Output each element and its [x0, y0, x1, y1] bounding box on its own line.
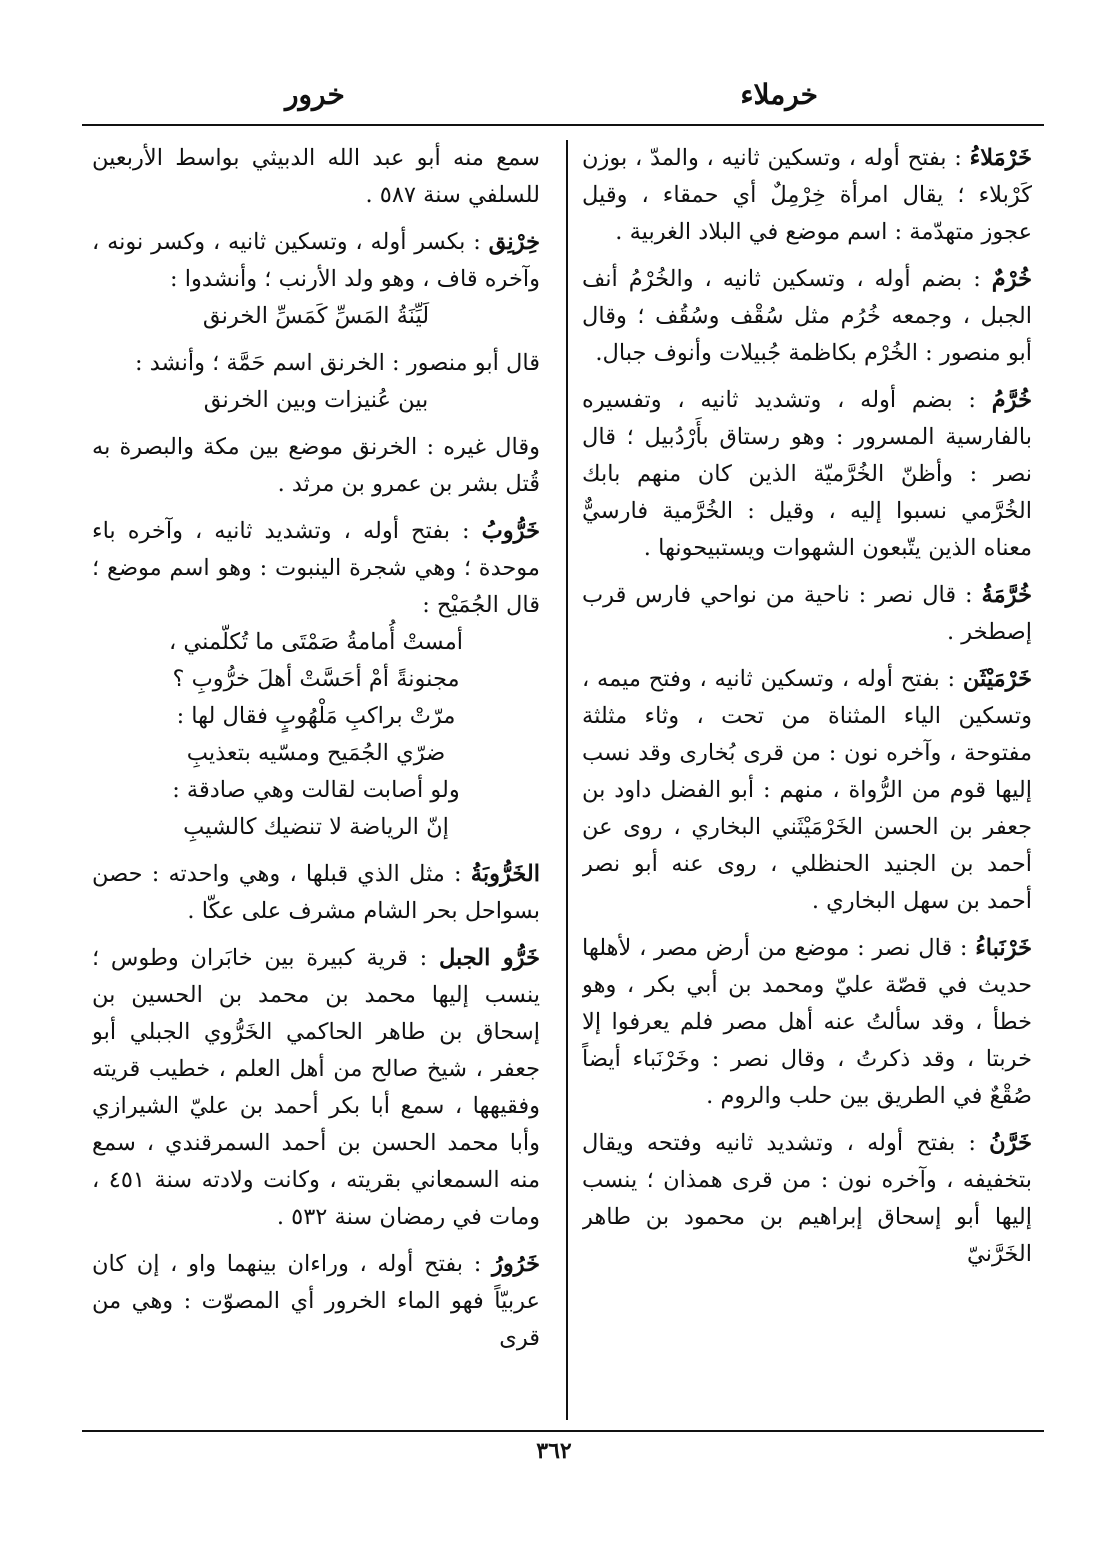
header-left-word: خرور	[285, 78, 345, 111]
page-number: ٣٦٢	[536, 1438, 572, 1464]
entry	[92, 140, 540, 214]
entry-headword: خَرْمَيْثَن	[962, 666, 1032, 692]
entry-headword: خَرُّوبُ	[481, 518, 540, 544]
verse-line: لَيِّنَةُ المَسِّ كَمَسِّ الخرنق	[202, 303, 430, 329]
entry-text: سمع منه أبو عبد الله الدبيثي بواسط الأربعين للسلفي سنة ٥٨٧ .	[92, 145, 540, 208]
entry-text: : بفتح أوله ، وتسكين ثانيه ، وفتح ميمه ، وتسكين الياء المثناة من تحت ، وثاء مثلثة مفتوحة ، وآخره نون : من قرى بُخارى وقد نسب إليها قوم من الرُّواة ، منهم : أبو الفضل داود بن جعفر بن الحسن الخَرْمَيْثَني البخاري ، روى عن أحمد بن الجنيد الحنظلي ، روى عنه أبو نصر أحمد بن سهل البخاري .	[582, 666, 1032, 914]
entry-headword: خَرَّنُ	[989, 1130, 1032, 1156]
verse-line: ولو أصابت لقالت وهي صادقة :	[172, 777, 460, 803]
entry-text: : بفتح أوله ، وتشديد ثانيه وفتحه ويقال بتخفيفه ، وآخره نون : من قرى همذان ؛ ينسب إليها أبو إسحاق إبراهيم بن محمود بن طاهر الخَرَّنيّ	[582, 1130, 1032, 1267]
verse-line: إنّ الرياضة لا تنضيك كالشيبِ	[183, 814, 449, 840]
entry	[582, 930, 1032, 1115]
entry	[92, 345, 540, 419]
entry	[92, 1246, 540, 1357]
entry	[92, 513, 540, 846]
entry	[92, 940, 540, 1236]
entry	[92, 856, 540, 930]
entry	[582, 577, 1032, 651]
entry-text: : قرية كبيرة بين خابَران وطوس ؛ ينسب إليها محمد بن محمد بن الحسين بن إسحاق بن طاهر الحاكمي الخَرُّوي الجبلي أبو جعفر ، شيخ صالح من أهل العلم ، خطيب قريته وفقيهها ، سمع أبا بكر أحمد بن عليّ الشيرازي وأبا محمد الحسن بن أحمد السمرقندي ، سمع منه السمعاني بقريته ، وكانت ولادته سنة ٤٥١ ، ومات في رمضان سنة ٥٣٢ .	[92, 945, 540, 1230]
entry-text: : مثل الذي قبلها ، وهي واحدته : حصن بسواحل بحر الشام مشرف على عكّا .	[92, 861, 540, 924]
column-divider	[566, 140, 568, 1420]
entry-headword: خَرُّو الجبل	[438, 945, 540, 971]
entry-text: وقال غيره : الخرنق موضع بين مكة والبصرة به قُتل بشر بن عمرو بن مرثد .	[92, 434, 540, 497]
entry-headword: خَرُورُ	[491, 1251, 540, 1277]
verse-line: أمستْ أُمامةُ صَمْتَى ما تُكلّمني ،	[168, 629, 464, 655]
entry-headword: خَرْنَباءُ	[975, 935, 1032, 961]
verse-line: ضرّي الجُمَيح ومسّيه بتعذيبِ	[186, 740, 446, 766]
verse-line: مرّتْ براكبِ مَلْهُوبٍ فقال لها :	[176, 703, 456, 729]
entry-text: : بفتح أوله ، وتسكين ثانيه ، والمدّ ، بوزن كَرْبلاء ؛ يقال امرأة خِرْمِلٌ أي حمقاء ، وقيل عجوز متهدّمة : اسم موضع في البلاد الغربية .	[582, 145, 1032, 245]
entry-text: : بفتح أوله ، وراءان بينهما واو ، إن كان عربيّاً فهو الماء الخرور أي المصوّت : وهي من قرى	[92, 1251, 540, 1351]
top-rule	[82, 124, 1044, 126]
bottom-rule	[82, 1430, 1044, 1432]
entry-text: : بفتح أوله ، وتشديد ثانيه ، وآخره باء موحدة ؛ وهي شجرة الينبوت : وهو اسم موضع ؛ قال الجُمَيْح :	[92, 518, 540, 618]
verse-line: مجنونةً أمْ أحَسَّتْ أهلَ خرُّوبِ ؟	[172, 666, 460, 692]
entry-headword: خِرْنِق	[488, 229, 540, 255]
entry	[582, 382, 1032, 567]
entry-text: : قال نصر : موضع من أرض مصر ، لأهلها حديث في قصّة عليّ ومحمد بن أبي بكر ، وهو خطأ ، وقد سألتُ عنه أهل مصر فلم يعرفوا إلا خربتا ، وقد ذكرتُ ، وقال نصر : وخَرْنَباء أيضاً صُقْعٌ في الطريق بين حلب والروم .	[582, 935, 1032, 1109]
entry-text: : بضم أوله ، وتسكين ثانيه ، والخُرْمُ أنف الجبل ، وجمعه خُرُم مثل سُقْف وسُقُف ؛ وقال أبو منصور : الخُرْم بكاظمة جُبيلات وأنوف جبال.	[582, 266, 1032, 366]
entry	[582, 661, 1032, 920]
entry-headword: خُرَّمَةُ	[981, 582, 1032, 608]
left-column	[92, 140, 540, 1422]
entry	[582, 261, 1032, 372]
entry-text: قال أبو منصور : الخرنق اسم حَمَّة ؛ وأنشد :	[134, 350, 540, 376]
entry-headword: خُرَّمُ	[991, 387, 1032, 413]
verse-line: بين عُنيزات وبين الخرنق	[203, 387, 429, 413]
right-column	[582, 140, 1032, 1422]
entry	[582, 1125, 1032, 1273]
entry-text: : بضم أوله ، وتشديد ثانيه ، وتفسيره بالفارسية المسرور : وهو رستاق بأَرْدُبيل ؛ قال نصر : وأظنّ الخُرَّميّة الذين كان منهم بابك الخُرَّمي نسبوا إليه ، وقيل : الخُرَّمية فارسيٌّ معناه الذين يتّبعون الشهوات ويستبيحونها .	[582, 387, 1032, 561]
entry	[582, 140, 1032, 251]
entry	[92, 429, 540, 503]
entry-headword: الخَرُّوبَةُ	[470, 861, 540, 887]
entry-headword: خُرْمٌ	[991, 266, 1032, 292]
entry	[92, 224, 540, 335]
header-right-word: خرملاء	[740, 78, 818, 111]
entry-headword: خَرْمَلاءُ	[969, 145, 1032, 171]
entry-text: : بكسر أوله ، وتسكين ثانيه ، وكسر نونه ، وآخره قاف ، وهو ولد الأرنب ؛ وأنشدوا :	[92, 229, 540, 292]
entry-text: : قال نصر : ناحية من نواحي فارس قرب إصطخر .	[582, 582, 1032, 645]
